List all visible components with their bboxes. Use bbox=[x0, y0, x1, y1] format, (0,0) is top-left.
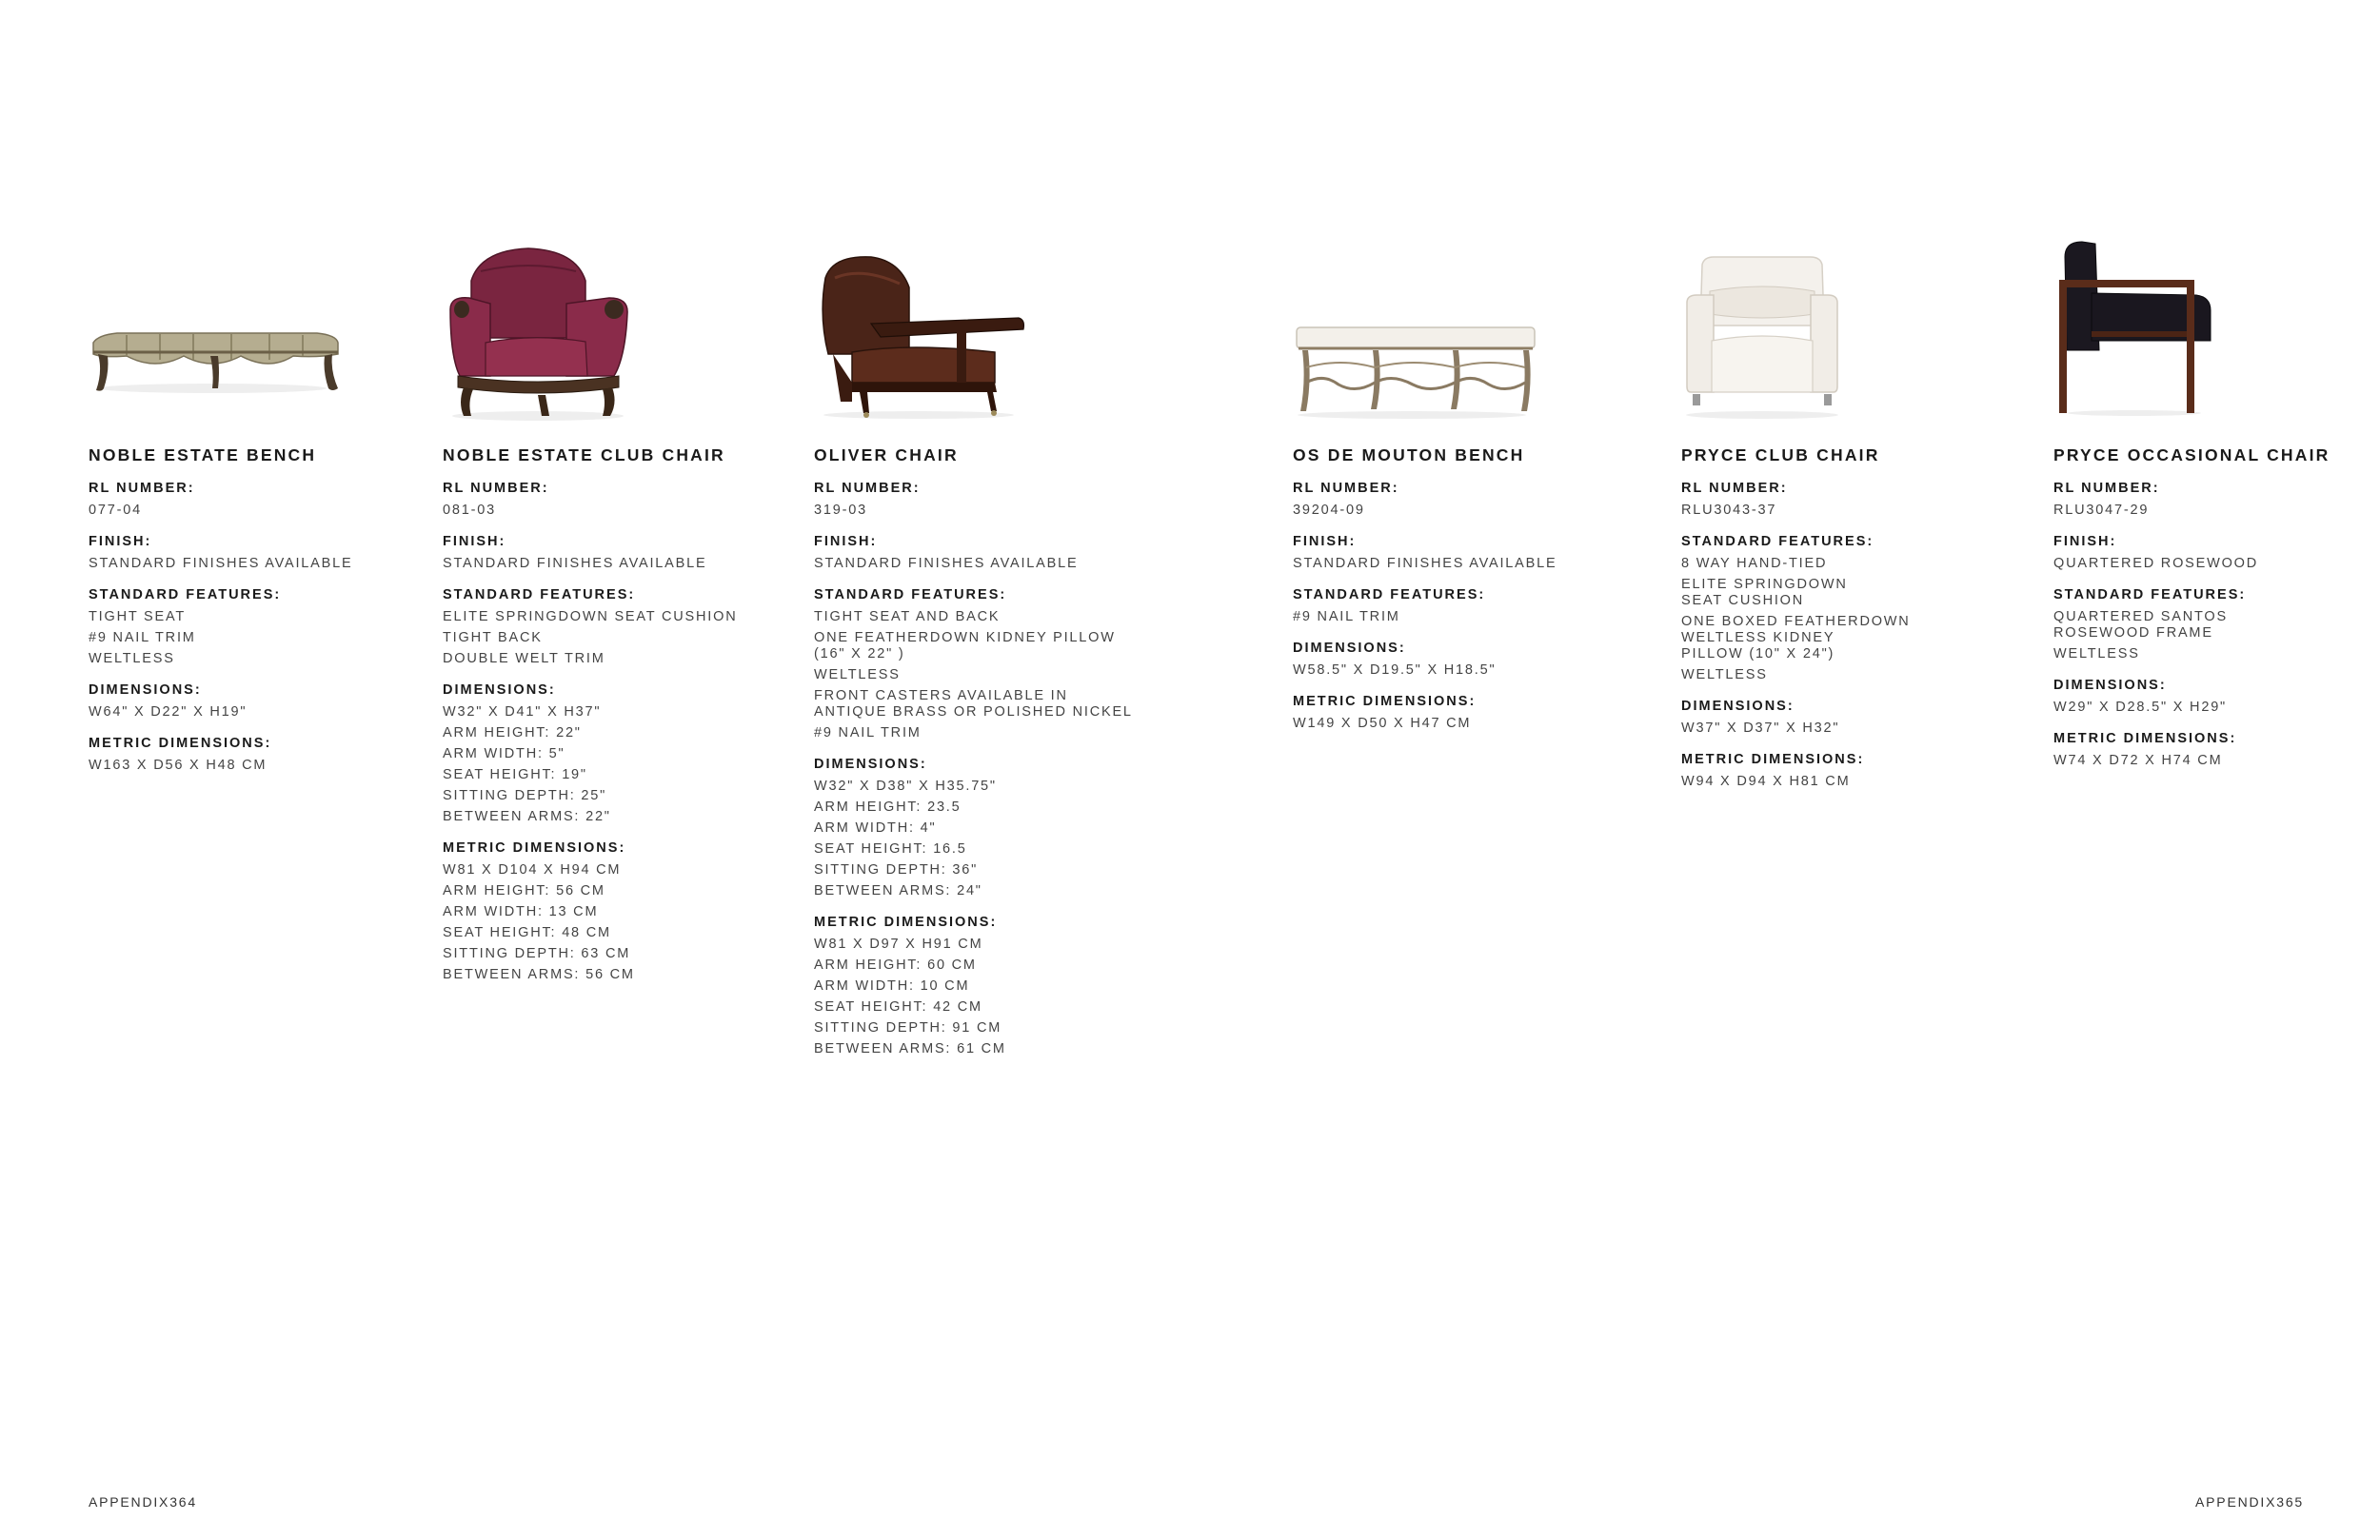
dimensions-group bbox=[89, 681, 450, 721]
features-group bbox=[1293, 585, 1655, 625]
pryce-club-chair-image bbox=[1681, 249, 1967, 421]
noble-estate-bench-image bbox=[89, 228, 374, 400]
finish-group bbox=[2053, 532, 2380, 572]
finish-label: FINISH: bbox=[443, 534, 506, 549]
dimensions-group bbox=[2053, 676, 2380, 716]
rl-number-group bbox=[1293, 479, 1655, 519]
finish-value: STANDARD FINISHES AVAILABLE bbox=[1293, 556, 1557, 571]
finish-group bbox=[89, 532, 450, 572]
dimensions-label: DIMENSIONS: bbox=[443, 682, 556, 698]
rl-number-value: 39204-09 bbox=[1293, 503, 1365, 518]
finish-value: STANDARD FINISHES AVAILABLE bbox=[814, 556, 1079, 571]
metric-dimensions-group bbox=[2053, 729, 2380, 769]
features-group bbox=[89, 585, 450, 667]
product-specs bbox=[814, 479, 1176, 1071]
product-pryce-club-chair bbox=[1681, 0, 2043, 1540]
metric-dimensions-group bbox=[1293, 692, 1655, 732]
finish-label: FINISH: bbox=[814, 534, 878, 549]
dimensions-group bbox=[443, 681, 804, 825]
dimensions-label: DIMENSIONS: bbox=[814, 757, 927, 772]
dimension-item: W29" X D28.5" X H29" bbox=[2053, 700, 2228, 715]
dimensions-label: DIMENSIONS: bbox=[1293, 641, 1406, 656]
dimensions-label: DIMENSIONS: bbox=[89, 682, 202, 698]
metric-dimension-item: ARM WIDTH: 10 CM bbox=[814, 978, 970, 994]
dimensions-group bbox=[1681, 697, 2043, 737]
rl-number-label: RL NUMBER: bbox=[814, 481, 921, 496]
metric-dimensions-label: METRIC DIMENSIONS: bbox=[1293, 694, 1477, 709]
metric-dimensions-label: METRIC DIMENSIONS: bbox=[2053, 731, 2237, 746]
feature-item: ONE FEATHERDOWN KIDNEY PILLOW (16" X 22" ) bbox=[814, 630, 1116, 661]
feature-item: TIGHT BACK bbox=[443, 630, 543, 645]
dimension-item: W64" X D22" X H19" bbox=[89, 704, 248, 720]
feature-item: TIGHT SEAT AND BACK bbox=[814, 609, 1001, 624]
finish-group bbox=[814, 532, 1176, 572]
rl-number-value: 081-03 bbox=[443, 503, 496, 518]
finish-group bbox=[443, 532, 804, 572]
metric-dimension-item: SITTING DEPTH: 63 CM bbox=[443, 946, 631, 961]
rl-number-group bbox=[1681, 479, 2043, 519]
finish-value: STANDARD FINISHES AVAILABLE bbox=[443, 556, 707, 571]
rl-number-label: RL NUMBER: bbox=[443, 481, 549, 496]
metric-dimension-item: W74 X D72 X H74 CM bbox=[2053, 753, 2223, 768]
product-specs bbox=[443, 479, 804, 997]
product-noble-estate-club-chair bbox=[443, 0, 804, 1540]
dimension-item: ARM HEIGHT: 23.5 bbox=[814, 800, 962, 815]
feature-item: ELITE SPRINGDOWN SEAT CUSHION bbox=[443, 609, 738, 624]
dimension-item: BETWEEN ARMS: 22" bbox=[443, 809, 611, 824]
rl-number-group bbox=[814, 479, 1176, 519]
pryce-occasional-chair-image bbox=[2053, 236, 2339, 407]
rl-number-label: RL NUMBER: bbox=[1293, 481, 1399, 496]
feature-item: DOUBLE WELT TRIM bbox=[443, 651, 605, 666]
dimension-item: ARM HEIGHT: 22" bbox=[443, 725, 582, 740]
features-label: STANDARD FEATURES: bbox=[814, 587, 1007, 602]
feature-item: #9 NAIL TRIM bbox=[1293, 609, 1400, 624]
feature-item: QUARTERED SANTOS ROSEWOOD FRAME bbox=[2053, 609, 2228, 641]
dimension-item: SEAT HEIGHT: 19" bbox=[443, 767, 587, 782]
product-pryce-occasional-chair bbox=[2053, 0, 2380, 1540]
metric-dimension-item: W163 X D56 X H48 CM bbox=[89, 758, 268, 773]
metric-dimension-item: SITTING DEPTH: 91 CM bbox=[814, 1020, 1002, 1036]
features-group bbox=[1681, 532, 2043, 683]
features-label: STANDARD FEATURES: bbox=[443, 587, 636, 602]
feature-item: WELTLESS bbox=[1681, 667, 1768, 682]
dimension-item: W37" X D37" X H32" bbox=[1681, 721, 1840, 736]
feature-item: #9 NAIL TRIM bbox=[89, 630, 196, 645]
metric-dimensions-group bbox=[1681, 750, 2043, 790]
rl-number-label: RL NUMBER: bbox=[89, 481, 195, 496]
rl-number-label: RL NUMBER: bbox=[1681, 481, 1788, 496]
feature-item: ELITE SPRINGDOWN SEAT CUSHION bbox=[1681, 577, 1848, 608]
metric-dimension-item: SEAT HEIGHT: 42 CM bbox=[814, 999, 982, 1015]
noble-estate-club-chair-image bbox=[443, 243, 728, 414]
rl-number-value: RLU3043-37 bbox=[1681, 503, 1777, 518]
rl-number-value: RLU3047-29 bbox=[2053, 503, 2150, 518]
rl-number-group bbox=[443, 479, 804, 519]
product-name: PRYCE OCCASIONAL CHAIR bbox=[2053, 445, 2330, 464]
metric-dimension-item: W149 X D50 X H47 CM bbox=[1293, 716, 1472, 731]
metric-dimension-item: W81 X D97 X H91 CM bbox=[814, 937, 983, 952]
metric-dimension-item: W81 X D104 X H94 CM bbox=[443, 862, 622, 878]
finish-group bbox=[1293, 532, 1655, 572]
feature-item: FRONT CASTERS AVAILABLE IN ANTIQUE BRASS OR POLISHED NICKEL bbox=[814, 688, 1133, 720]
metric-dimension-item: ARM HEIGHT: 60 CM bbox=[814, 958, 977, 973]
dimensions-group bbox=[1293, 639, 1655, 679]
metric-dimensions-group bbox=[89, 734, 450, 774]
feature-item: WELTLESS bbox=[89, 651, 175, 666]
finish-value: STANDARD FINISHES AVAILABLE bbox=[89, 556, 353, 571]
product-specs bbox=[1681, 479, 2043, 803]
features-group bbox=[443, 585, 804, 667]
metric-dimensions-group bbox=[443, 839, 804, 983]
product-name: NOBLE ESTATE BENCH bbox=[89, 445, 317, 464]
feature-item: #9 NAIL TRIM bbox=[814, 725, 922, 740]
dimension-item: ARM WIDTH: 5" bbox=[443, 746, 565, 761]
product-name: OLIVER CHAIR bbox=[814, 445, 959, 464]
metric-dimensions-group bbox=[814, 913, 1176, 1057]
feature-item: 8 WAY HAND-TIED bbox=[1681, 556, 1828, 571]
feature-item: ONE BOXED FEATHERDOWN WELTLESS KIDNEY PILLOW (10" X 24") bbox=[1681, 614, 1911, 661]
metric-dimensions-label: METRIC DIMENSIONS: bbox=[1681, 752, 1865, 767]
dimension-item: W32" X D38" X H35.75" bbox=[814, 779, 997, 794]
rl-number-value: 077-04 bbox=[89, 503, 142, 518]
dimension-item: ARM WIDTH: 4" bbox=[814, 820, 937, 836]
dimensions-group bbox=[814, 755, 1176, 899]
features-label: STANDARD FEATURES: bbox=[1681, 534, 1874, 549]
features-group bbox=[2053, 585, 2380, 662]
features-label: STANDARD FEATURES: bbox=[89, 587, 282, 602]
product-name: NOBLE ESTATE CLUB CHAIR bbox=[443, 445, 725, 464]
metric-dimension-item: ARM HEIGHT: 56 CM bbox=[443, 883, 605, 898]
page-number-left: APPENDIX364 bbox=[89, 1494, 197, 1510]
metric-dimension-item: W94 X D94 X H81 CM bbox=[1681, 774, 1851, 789]
product-specs bbox=[2053, 479, 2380, 782]
dimensions-label: DIMENSIONS: bbox=[2053, 678, 2167, 693]
features-group bbox=[814, 585, 1176, 741]
product-os-de-mouton-bench bbox=[1293, 0, 1655, 1540]
metric-dimension-item: BETWEEN ARMS: 56 CM bbox=[443, 967, 635, 982]
page-number-right: APPENDIX365 bbox=[2195, 1494, 2304, 1510]
metric-dimension-item: BETWEEN ARMS: 61 CM bbox=[814, 1041, 1006, 1056]
feature-item: WELTLESS bbox=[814, 667, 901, 682]
product-specs bbox=[1293, 479, 1655, 745]
product-specs bbox=[89, 479, 450, 787]
product-name: PRYCE CLUB CHAIR bbox=[1681, 445, 1880, 464]
finish-label: FINISH: bbox=[89, 534, 152, 549]
dimension-item: SITTING DEPTH: 25" bbox=[443, 788, 607, 803]
oliver-chair-image bbox=[814, 249, 1100, 421]
dimensions-label: DIMENSIONS: bbox=[1681, 699, 1795, 714]
rl-number-value: 319-03 bbox=[814, 503, 867, 518]
features-label: STANDARD FEATURES: bbox=[2053, 587, 2247, 602]
feature-item: WELTLESS bbox=[2053, 646, 2140, 661]
dimension-item: W32" X D41" X H37" bbox=[443, 704, 602, 720]
metric-dimension-item: SEAT HEIGHT: 48 CM bbox=[443, 925, 611, 940]
rl-number-label: RL NUMBER: bbox=[2053, 481, 2160, 496]
metric-dimensions-label: METRIC DIMENSIONS: bbox=[814, 915, 998, 930]
dimension-item: W58.5" X D19.5" X H18.5" bbox=[1293, 662, 1497, 678]
feature-item: TIGHT SEAT bbox=[89, 609, 187, 624]
rl-number-group bbox=[2053, 479, 2380, 519]
finish-label: FINISH: bbox=[2053, 534, 2117, 549]
dimension-item: BETWEEN ARMS: 24" bbox=[814, 883, 982, 898]
product-noble-estate-bench bbox=[89, 0, 450, 1540]
rl-number-group bbox=[89, 479, 450, 519]
dimension-item: SITTING DEPTH: 36" bbox=[814, 862, 979, 878]
product-oliver-chair bbox=[814, 0, 1176, 1540]
finish-value: QUARTERED ROSEWOOD bbox=[2053, 556, 2259, 571]
metric-dimensions-label: METRIC DIMENSIONS: bbox=[89, 736, 272, 751]
finish-label: FINISH: bbox=[1293, 534, 1357, 549]
metric-dimension-item: ARM WIDTH: 13 CM bbox=[443, 904, 599, 919]
features-label: STANDARD FEATURES: bbox=[1293, 587, 1486, 602]
dimension-item: SEAT HEIGHT: 16.5 bbox=[814, 841, 967, 857]
metric-dimensions-label: METRIC DIMENSIONS: bbox=[443, 840, 626, 856]
product-name: OS DE MOUTON BENCH bbox=[1293, 445, 1525, 464]
